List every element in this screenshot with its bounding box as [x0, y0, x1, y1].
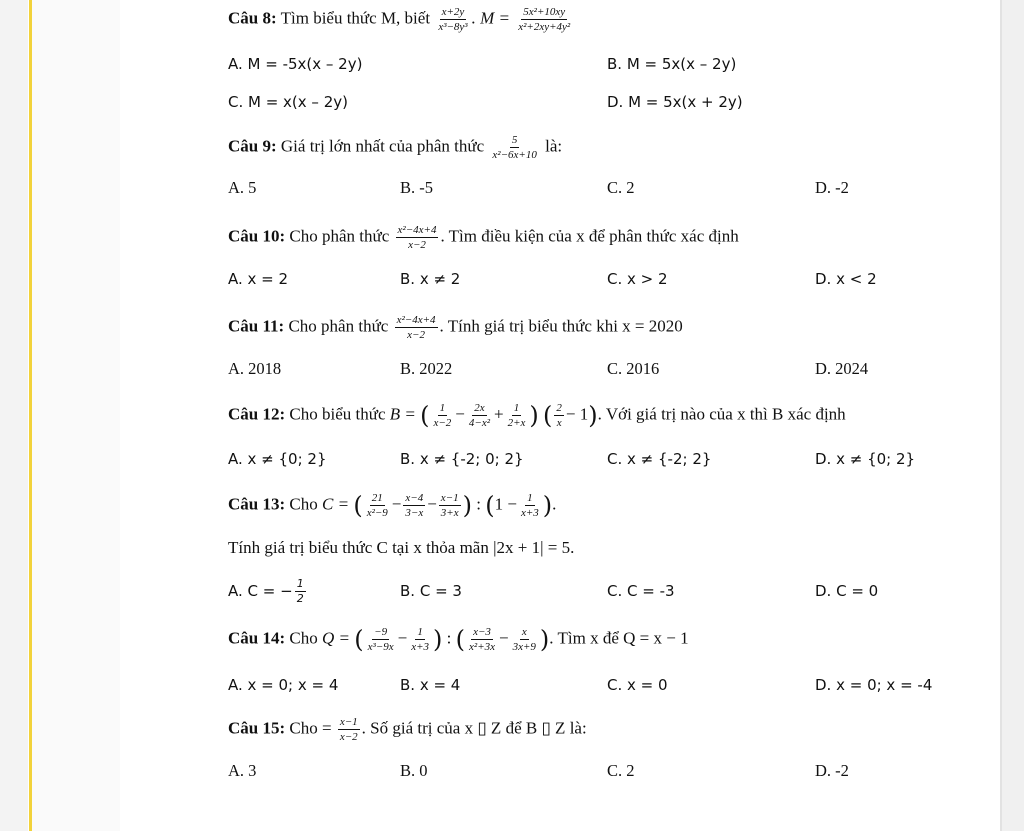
option-a: A. x ≠ {0; 2}: [228, 450, 327, 468]
option-b: B. x ≠ {-2; 0; 2}: [400, 450, 524, 468]
fraction: $\frac{1}{x-2}$: [433, 402, 452, 429]
option-d: D. x ≠ {0; 2}: [815, 450, 916, 468]
option-c: C. 2: [607, 178, 635, 197]
fraction: $\frac{2}{x}$: [556, 402, 562, 429]
option-b: B. 0: [400, 761, 428, 780]
question-12: Câu 12: Cho biểu thức B = ( $\frac{1}{x-2}$ − $\frac{2x}{\text{4−x²}}$ + $\frac{1}{2+x}$ ) ( $\frac{2}{x}$ − 1). Với giá trị nào của x thì B xác định: [228, 401, 846, 430]
page-shadow: [32, 0, 120, 831]
option-a: A. C = − $\frac{1}{2}$: [228, 577, 304, 605]
fraction: $\frac{1}{2}$: [296, 577, 304, 605]
fraction: $\frac{-9}{\text{x³−9x}}$: [367, 626, 394, 653]
option-c: C. x = 0: [607, 676, 668, 694]
fraction: $\frac{x+2y}{\text{x³−8y³}}$: [438, 6, 468, 33]
option-c: C. 2016: [607, 359, 660, 378]
right-gutter: [1002, 0, 1024, 831]
option-a: A. M = -5x(x – 2y): [228, 55, 363, 73]
option-a: A. x = 2: [228, 270, 289, 288]
option-a: A. 2018: [228, 359, 282, 378]
parenthesis: ): [588, 401, 598, 430]
parenthesis: (: [354, 625, 364, 654]
option-d: D. x < 2: [815, 270, 877, 288]
fraction: $\frac{x-4}{3-x}$: [405, 492, 424, 519]
parenthesis: ): [539, 625, 550, 654]
left-gutter: [0, 0, 28, 831]
option-b: B. 2022: [400, 359, 453, 378]
question-13-subtext: Tính giá trị biểu thức C tại x thỏa mãn |2x + 1| = 5.: [228, 538, 575, 557]
fraction: $\frac{5}{\text{x²−6x+10}}$: [492, 134, 537, 161]
option-d: D. x = 0; x = -4: [815, 676, 933, 694]
option-b: B. M = 5x(x – 2y): [607, 55, 737, 73]
fraction: $\frac{1}{x+3}$: [520, 492, 539, 519]
option-c: C. M = x(x – 2y): [228, 93, 348, 111]
option-b: B. C = 3: [400, 582, 462, 600]
question-10: Câu 10: Cho phân thức $\frac{\text{x²−4x+4}}{x-2}$ . Tìm điều kiện của x để phân thức xác định: [228, 224, 739, 251]
parenthesis: (: [353, 491, 363, 520]
option-d: D. -2: [815, 178, 849, 197]
fraction: $\frac{\text{x²−4x+4}}{x-2}$: [396, 314, 436, 341]
question-13: Câu 13: Cho C = ( $\frac{21}{\text{x²−9}}$ − $\frac{x-4}{3-x}$ − $\frac{x-1}{3+x}$ ) : (1 − $\frac{1}{x+3}$ ).: [228, 491, 557, 520]
option-d: D. 2024: [815, 359, 869, 378]
fraction: $\frac{1}{x+3}$: [411, 626, 430, 653]
fraction: $\frac{\text{x²−4x+4}}{x-2}$: [397, 224, 437, 251]
parenthesis: ): [529, 401, 539, 430]
fraction: $\frac{x}{3x+9}$: [512, 626, 536, 653]
option-c: C. 2: [607, 761, 635, 780]
question-15: Câu 15: Cho = $\frac{x-1}{x-2}$ . Số giá trị của x ▯ Z để B ▯ Z là:: [228, 716, 587, 743]
fraction: $\frac{2x}{\text{4−x²}}$: [468, 402, 490, 429]
option-d: D. -2: [815, 761, 849, 780]
fraction: $\frac{21}{\text{x²−9}}$: [366, 492, 388, 519]
option-b: B. -5: [400, 178, 433, 197]
fraction: $\frac{x-1}{3+x}$: [440, 492, 459, 519]
option-c: C. C = -3: [607, 582, 675, 600]
option-d: D. M = 5x(x + 2y): [607, 93, 743, 111]
question-9: Câu 9: Giá trị lớn nhất của phân thức $\frac{5}{\text{x²−6x+10}}$ là:: [228, 134, 563, 161]
fraction: $\frac{\text{5x²+10xy}}{\text{x²+2xy+4y²}}$: [518, 6, 571, 33]
parenthesis: ): [542, 491, 553, 520]
fraction: $\frac{x-1}{x-2}$: [339, 716, 358, 743]
question-11: Câu 11: Cho phân thức $\frac{\text{x²−4x+4}}{x-2}$ . Tính giá trị biểu thức khi x = 2020: [228, 314, 683, 341]
question-8: Câu 8: Tìm biểu thức M, biết $\frac{x+2y}{\text{x³−8y³}}$ . M = $\frac{\text{5x²+10xy}}{\text{x²+2xy+4y²}}$: [228, 6, 571, 33]
question-14: Câu 14: Cho Q = ( $\frac{-9}{\text{x³−9x}}$ − $\frac{1}{x+3}$ ) : ( $\frac{x-3}{\text{x²+3x}}$ − $\frac{x}{3x+9}$ ). Tìm x để Q = x − 1: [228, 625, 689, 654]
option-b: B. x = 4: [400, 676, 461, 694]
fraction: $\frac{x-3}{\text{x²+3x}}$: [469, 626, 496, 653]
fraction: $\frac{1}{2+x}$: [507, 402, 526, 429]
parenthesis: (: [543, 401, 553, 430]
option-a: A. 3: [228, 761, 257, 780]
option-a: A. 5: [228, 178, 257, 197]
parenthesis: (: [455, 625, 466, 654]
option-d: D. C = 0: [815, 582, 879, 600]
right-margin-line: [1000, 0, 1002, 831]
option-c: C. x ≠ {-2; 2}: [607, 450, 712, 468]
parenthesis: (: [420, 401, 430, 430]
option-c: C. x > 2: [607, 270, 668, 288]
option-b: B. x ≠ 2: [400, 270, 461, 288]
parenthesis: ): [462, 491, 472, 520]
option-a: A. x = 0; x = 4: [228, 676, 339, 694]
parenthesis: ): [433, 625, 443, 654]
parenthesis: (: [485, 491, 495, 520]
